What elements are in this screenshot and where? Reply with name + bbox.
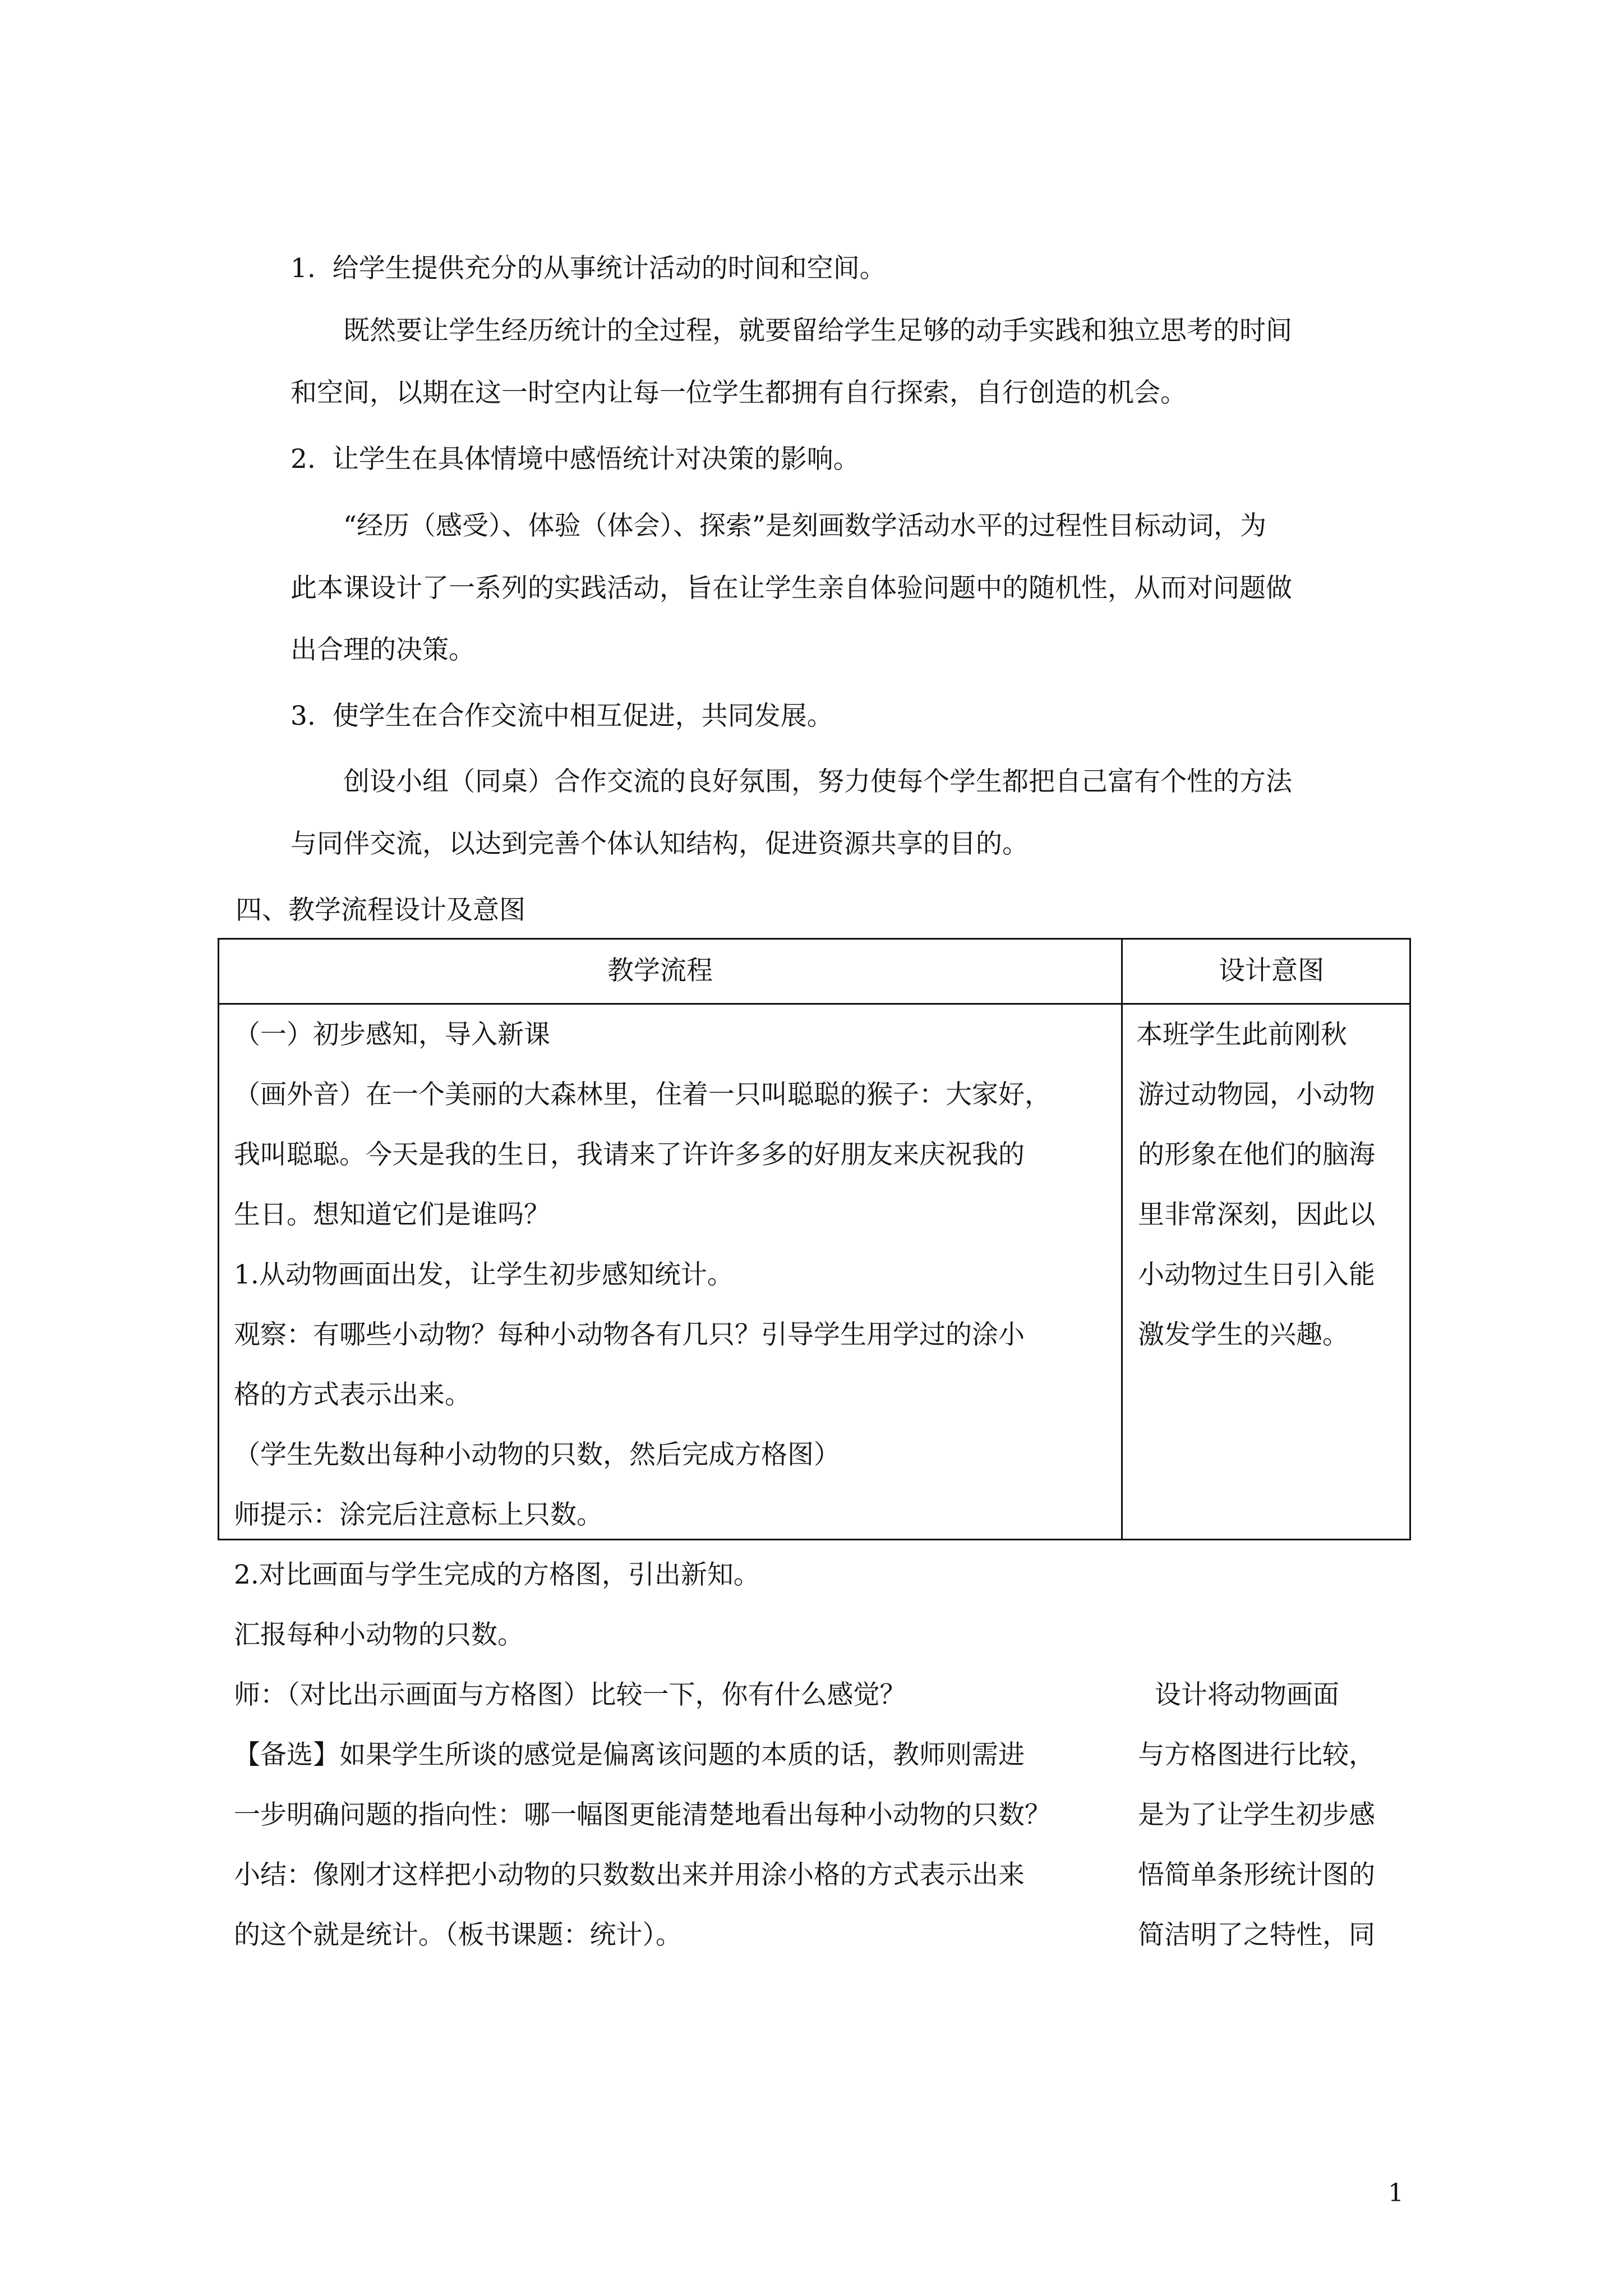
- flow-line: 1.从动物画面出发，让学生初步感知统计。: [234, 1259, 734, 1290]
- flow-line: （学生先数出每种小动物的只数，然后完成方格图）: [234, 1439, 840, 1470]
- header-divider: [219, 1003, 1409, 1005]
- item3-paragraph-line2: 与同伴交流，以达到完善个体认知结构，促进资源共享的目的。: [291, 829, 1029, 859]
- flow-line: （画外音）在一个美丽的大森林里，住着一只叫聪聪的猴子：大家好，: [234, 1079, 1051, 1110]
- intent-line: 游过动物园，小动物: [1138, 1079, 1375, 1110]
- item1-title: 1. 给学生提供充分的从事统计活动的时间和空间。: [291, 253, 886, 284]
- flow-line: 汇报每种小动物的只数。: [234, 1619, 524, 1650]
- item2-paragraph-line1: “经历（感受）、体验（体会）、探索”是刻画数学活动水平的过程性目标动词，为: [343, 510, 1267, 541]
- flow-line: 观察：有哪些小动物？每种小动物各有几只？引导学生用学过的涂小: [234, 1319, 1025, 1350]
- header-teaching-flow: 教学流程: [607, 955, 713, 986]
- flow-line: 小结：像刚才这样把小动物的只数数出来并用涂小格的方式表示出来: [234, 1860, 1025, 1890]
- flow-line: （一）初步感知，导入新课: [234, 1019, 550, 1050]
- intent-line: 的形象在他们的脑海: [1138, 1139, 1375, 1170]
- intent-line: 激发学生的兴趣。: [1138, 1319, 1349, 1350]
- teaching-flow-table: [218, 938, 1411, 1950]
- header-design-intent: 设计意图: [1219, 955, 1324, 986]
- intent-line: 里非常深刻，因此以: [1138, 1199, 1375, 1230]
- intent-line: 与方格图进行比较，: [1138, 1740, 1375, 1770]
- item2-paragraph-line3: 出合理的决策。: [291, 634, 475, 665]
- intent-line: 是为了让学生初步感: [1138, 1800, 1375, 1830]
- item2-title: 2. 让学生在具体情境中感悟统计对决策的影响。: [291, 444, 860, 475]
- item1-paragraph-line1: 既然要让学生经历统计的全过程，就要留给学生足够的动手实践和独立思考的时间: [343, 315, 1292, 346]
- column-divider: [1121, 940, 1123, 1539]
- section-heading: 四、教学流程设计及意图: [236, 895, 525, 926]
- flow-line: 一步明确问题的指向性：哪一幅图更能清楚地看出每种小动物的只数？: [234, 1800, 1051, 1830]
- flow-line: 师提示：涂完后注意标上只数。: [234, 1499, 603, 1530]
- intent-line: 本班学生此前刚秋: [1128, 1019, 1347, 1050]
- flow-line: 格的方式表示出来。: [234, 1379, 471, 1410]
- intent-line: 小动物过生日引入能: [1138, 1259, 1375, 1290]
- intent-line: 设计将动物画面: [1138, 1680, 1339, 1710]
- item1-paragraph-line2: 和空间，以期在这一时空内让每一位学生都拥有自行探索，自行创造的机会。: [291, 378, 1187, 408]
- item3-paragraph-line1: 创设小组（同桌）合作交流的良好氛围，努力使每个学生都把自己富有个性的方法: [343, 766, 1292, 797]
- flow-line: 我叫聪聪。今天是我的生日，我请来了许许多多的好朋友来庆祝我的: [234, 1139, 1025, 1170]
- flow-line: 【备选】如果学生所谈的感觉是偏离该问题的本质的话，教师则需进: [234, 1740, 1025, 1770]
- intent-line: 简洁明了之特性，同: [1138, 1920, 1375, 1950]
- intent-line: 悟简单条形统计图的: [1138, 1860, 1375, 1890]
- flow-line: 生日。想知道它们是谁吗？: [234, 1199, 550, 1230]
- flow-line: 师：（对比出示画面与方格图）比较一下，你有什么感觉？: [234, 1680, 906, 1710]
- flow-line: 2.对比画面与学生完成的方格图，引出新知。: [234, 1559, 760, 1590]
- page-number: 1: [1388, 2179, 1404, 2207]
- item3-title: 3. 使学生在合作交流中相互促进，共同发展。: [291, 701, 833, 731]
- flow-line: 的这个就是统计。（板书课题：统计）。: [234, 1920, 682, 1950]
- item2-paragraph-line2: 此本课设计了一系列的实践活动，旨在让学生亲自体验问题中的随机性，从而对问题做: [291, 573, 1292, 604]
